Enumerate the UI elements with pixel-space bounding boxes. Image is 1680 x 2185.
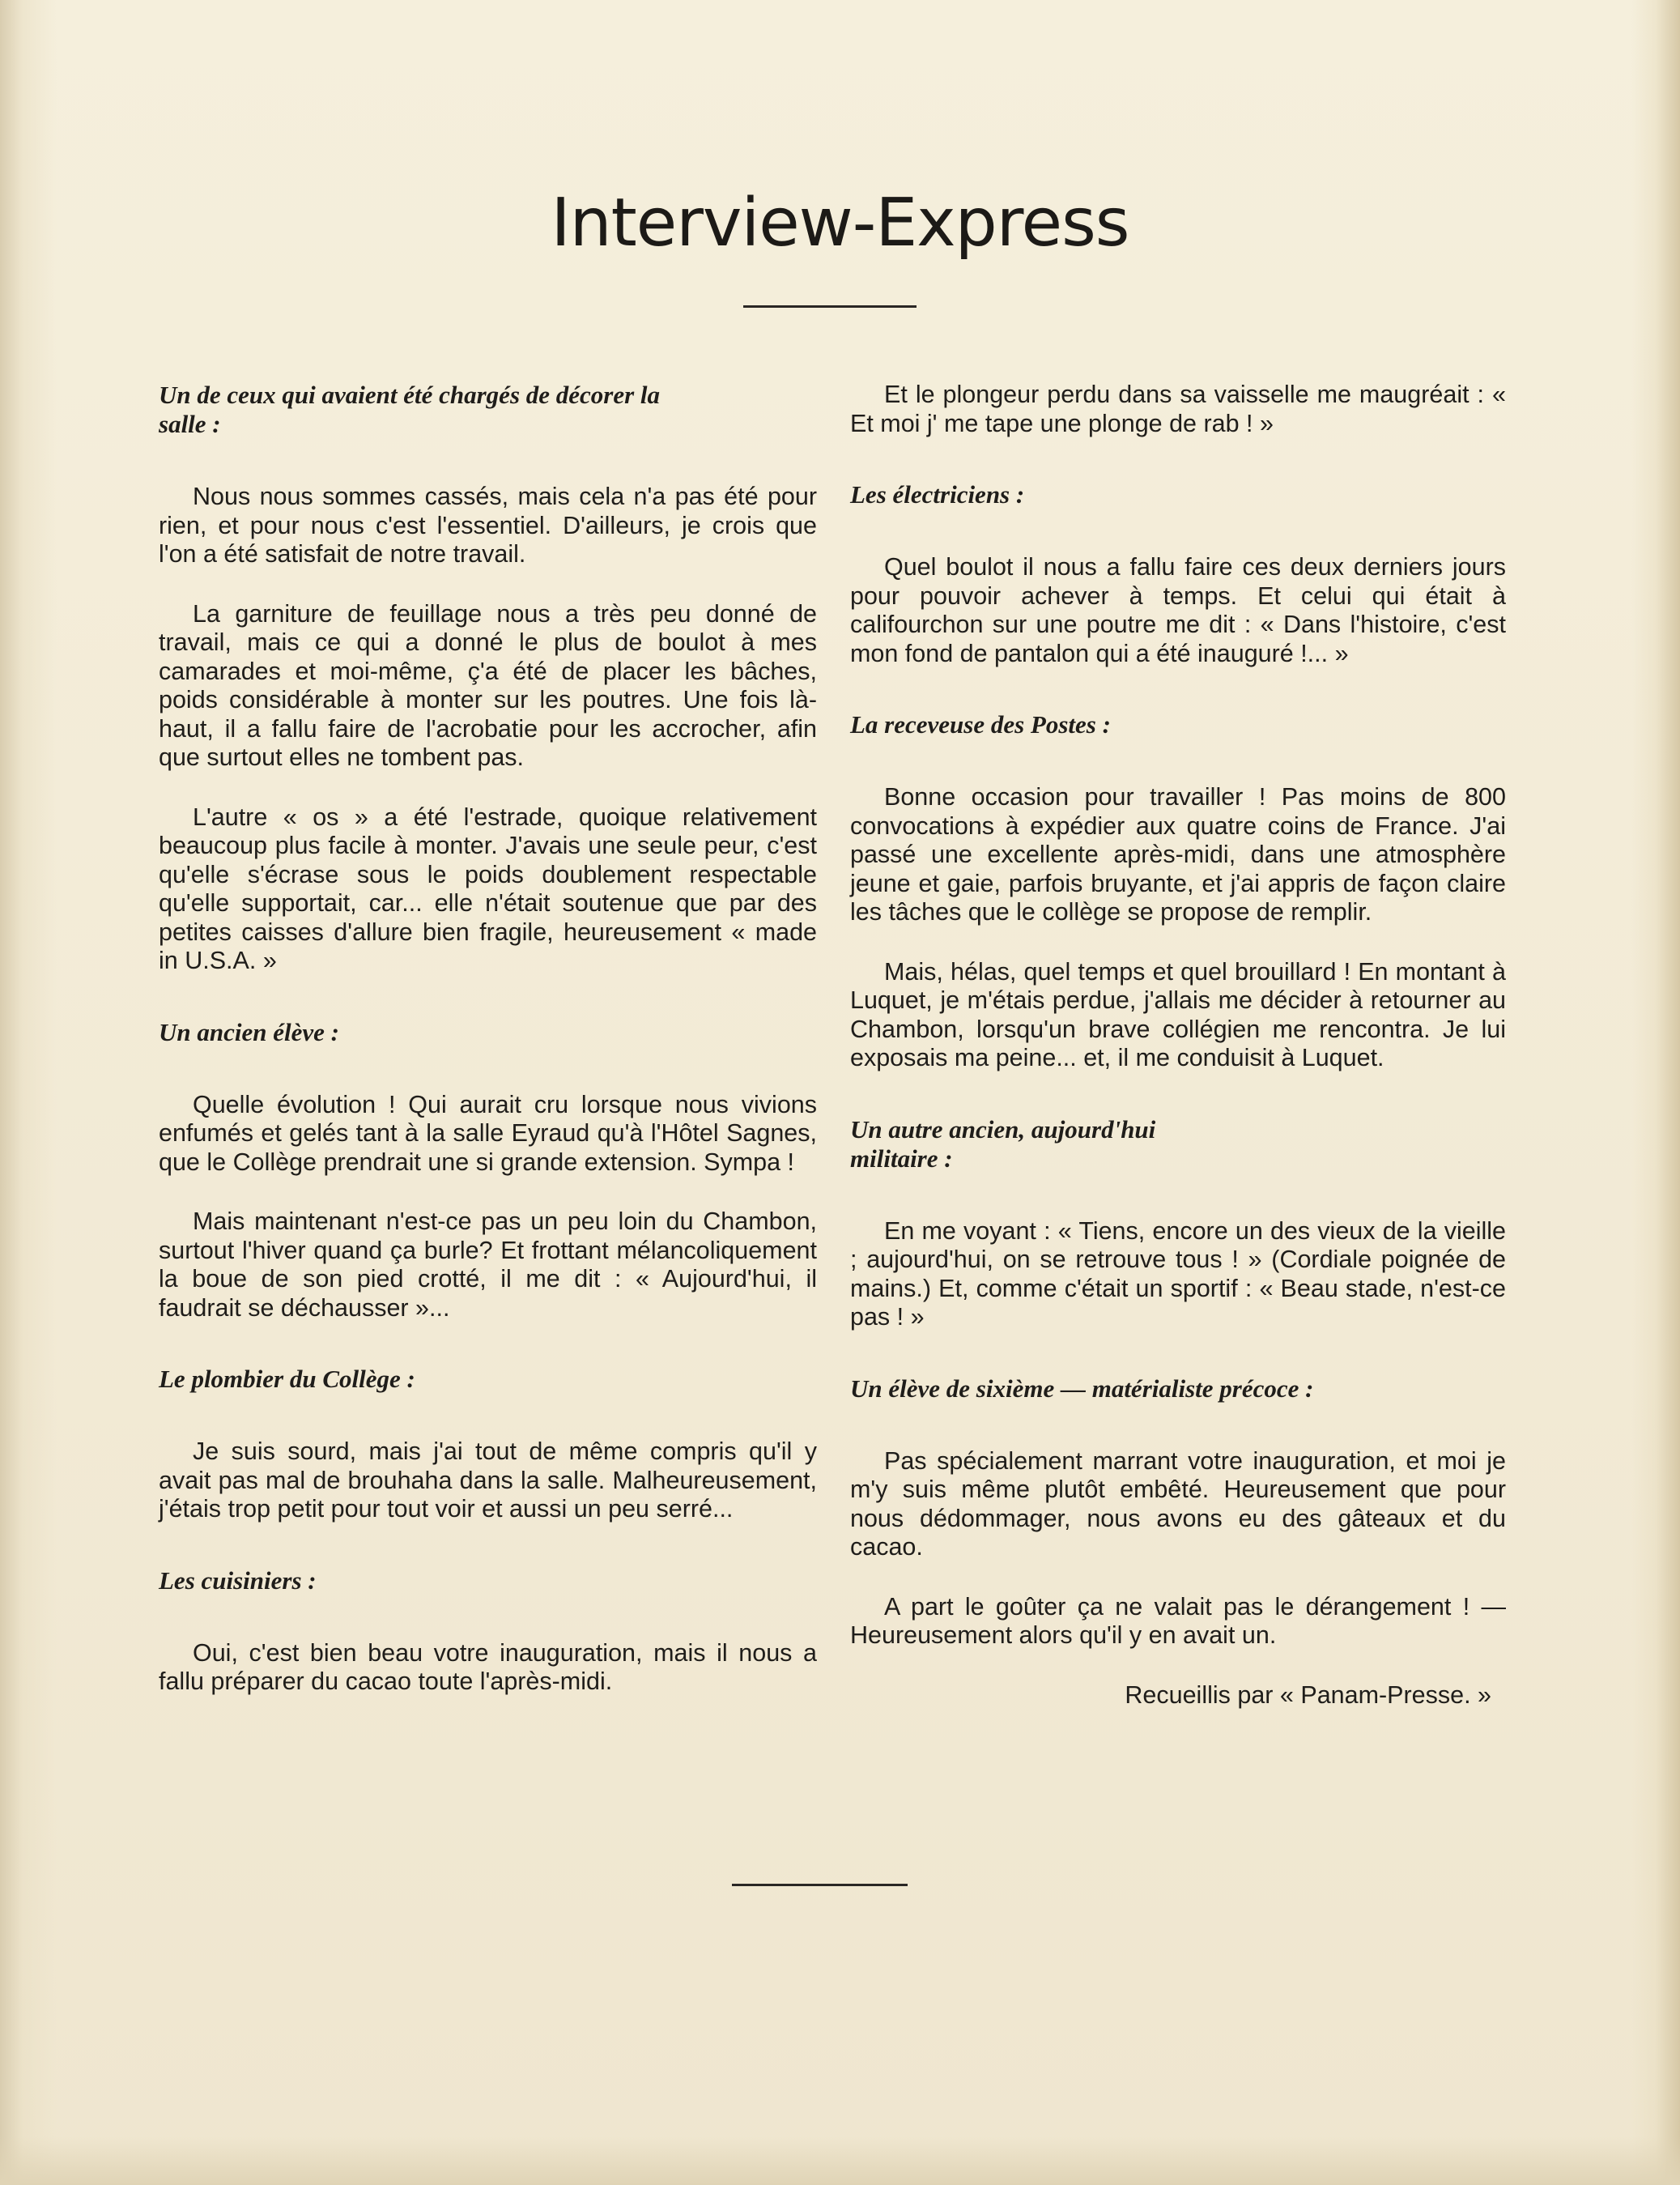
paragraph: A part le goûter ça ne valait pas le dérangement ! — Heureusement alors qu'il y en avait un. <box>850 1592 1506 1649</box>
right-column <box>850 381 1506 1710</box>
section-heading-cuisiniers: Les cuisiniers : <box>159 1565 317 1595</box>
paragraph: Oui, c'est bien beau votre inauguration, mais il nous a fallu préparer du cacao toute l'après-midi. <box>159 1638 817 1695</box>
paragraph: L'autre « os » a été l'estrade, quoique relativement beaucoup plus facile à monter. J'avais une seule peur, c'est qu'elle s'écrase sous le poids doublement respectable qu'elle supportait, car... elle n'était soutenue que par des petites caisses d'allure bien fragile, heureusement « made in U.S.A. » <box>159 803 817 974</box>
paragraph: Mais, hélas, quel temps et quel brouillard ! En montant à Luquet, je m'étais perdue, j'allais me décider à retourner au Chambon, lorsqu'un brave collégien me rencontra. Je lui exposais ma peine... et, il me conduisit à Luquet. <box>850 957 1506 1071</box>
page-title: Interview-Express <box>551 185 1129 262</box>
paragraph: Nous nous sommes cassés, mais cela n'a pas été pour rien, et pour nous c'est l'essentiel. D'ailleurs, je crois que l'on a été satisfait de notre travail. <box>159 483 817 568</box>
end-divider <box>732 1884 908 1886</box>
paragraph: Quel boulot il nous a fallu faire ces deux derniers jours pour pouvoir achever à temps. Et celui qui était à califourchon sur une poutre me dit : « Dans l'histoire, c'est mon fond de pantalon qui a été inauguré !... » <box>850 553 1506 667</box>
paper-edge-bottom <box>0 2136 1680 2185</box>
section-heading-plombier: Le plombier du Collège : <box>159 1365 415 1393</box>
paragraph: Bonne occasion pour travailler ! Pas moins de 800 convocations à expédier aux quatre coins de France. J'ai passé une excellente après-midi, dans une atmosphère jeune et gaie, parfois bruyante, et j'ai appris de façon claire les tâches que le collège se propose de remplir. <box>850 783 1506 926</box>
paragraph: Pas spécialement marrant votre inauguration, et moi je m'y suis même plutôt embêté. Heureusement que pour nous dédommager, nous avons eu des gâteaux et du cacao. <box>850 1446 1506 1561</box>
paper-edge-left <box>0 0 57 2185</box>
section-heading-decorateurs: Un de ceux qui avaient été chargés de décorer la salle : <box>159 381 661 438</box>
section-heading-receveuse: La receveuse des Postes : <box>850 710 1111 739</box>
paragraph: Mais maintenant n'est-ce pas un peu loin du Chambon, surtout l'hiver quand ça burle? Et frottant mélancoliquement la boue de son pied crotté, il me dit : « Aujourd'hui, il faudrait se déchausser »... <box>159 1208 817 1322</box>
section-heading-electriciens: Les électriciens : <box>850 480 1025 509</box>
left-column <box>159 381 817 1727</box>
title-divider <box>743 305 917 308</box>
signature: Recueillis par « Panam-Presse. » <box>1125 1680 1491 1709</box>
paragraph: Et le plongeur perdu dans sa vaisselle me maugréait : « Et moi j' me tape une plonge de rab ! » <box>850 381 1506 437</box>
section-heading-autre-ancien: Un autre ancien, aujourd'hui militaire : <box>850 1114 1156 1173</box>
section-heading-sixieme: Un élève de sixième — matérialiste précoce : <box>850 1374 1314 1403</box>
paragraph: Je suis sourd, mais j'ai tout de même compris qu'il y avait pas mal de brouhaha dans la salle. Malheureusement, j'étais trop petit pour tout voir et aussi un peu serré... <box>159 1438 817 1523</box>
paragraph: La garniture de feuillage nous a très peu donné de travail, mais ce qui a donné le plus de boulot à mes camarades et moi-même, ç'a été de placer les bâches, poids considérable à monter sur les poutres. Une fois là-haut, il a fallu faire de l'acrobatie pour les accrocher, afin que surtout elles ne tombent pas. <box>159 599 817 771</box>
paragraph: Quelle évolution ! Qui aurait cru lorsque nous vivions enfumés et gelés tant à la salle Eyraud qu'à l'Hôtel Sagnes, que le Collège prendrait une si grande extension. Sympa ! <box>159 1090 817 1176</box>
section-heading-ancien-eleve: Un ancien élève : <box>159 1017 339 1046</box>
paragraph: En me voyant : « Tiens, encore un des vieux de la vieille ; aujourd'hui, on se retrouve tous ! » (Cordiale poignée de mains.) Et, comme c'était un sportif : « Beau stade, n'est-ce pas ! » <box>850 1216 1506 1331</box>
paper-edge-right <box>1631 0 1680 2185</box>
